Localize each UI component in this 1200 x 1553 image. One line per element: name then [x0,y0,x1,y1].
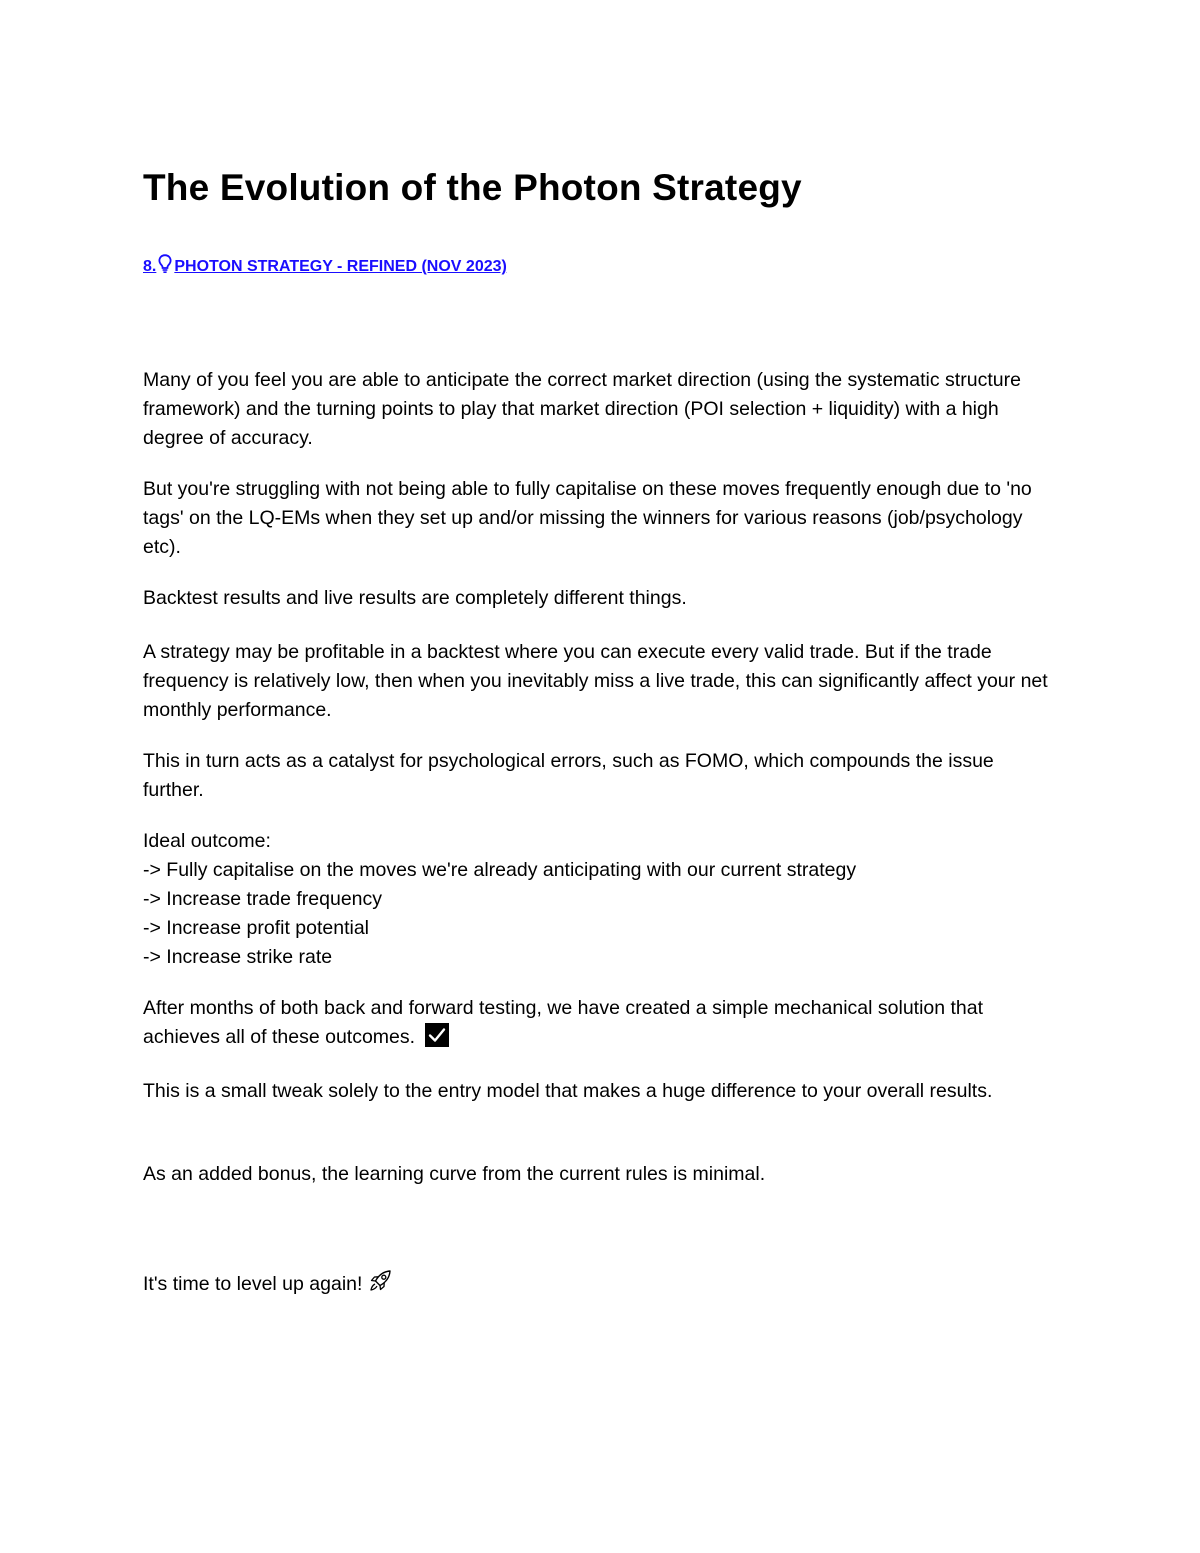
check-mark-icon [425,1023,449,1047]
paragraph-added-bonus: As an added bonus, the learning curve from the current rules is minimal. [143,1163,766,1185]
lightbulb-icon [158,254,172,281]
paragraph-level-up-text: It's time to level up again! [143,1273,363,1295]
paragraph-level-up [143,1267,1053,1304]
list-item: -> Fully capitalise on the moves we're already anticipating with our current strategy [143,859,857,881]
ideal-outcome-block [143,827,1053,972]
paragraph-catalyst: This in turn acts as a catalyst for psychological errors, such as FOMO, which compounds the issue further. [143,750,994,801]
rocket-icon [366,1267,394,1304]
paragraph-backtest: Backtest results and live results are completely different things. [143,587,687,609]
list-item: -> Increase trade frequency [143,888,383,910]
paragraph-struggling: But you're struggling with not being able to fully capitalise on these moves frequently enough due to 'no tags' on the LQ-EMs when they set up and/or missing the winners for various reasons (job/psychology etc). [143,478,1032,558]
link-text: PHOTON STRATEGY - REFINED (NOV 2023) [174,258,507,275]
paragraph-months-testing-text: After months of both back and forward testing, we have created a simple mechanical solution that achieves all of these outcomes. [143,997,984,1048]
photon-strategy-refined-link[interactable] [143,254,507,281]
paragraph-strategy-profitable: A strategy may be profitable in a backtest where you can execute every valid trade. But if the trade frequency is relatively low, then when you inevitably miss a live trade, this can significantly affect your net monthly performance. [143,641,1048,721]
paragraph-small-tweak: This is a small tweak solely to the entry model that makes a huge difference to your overall results. [143,1080,993,1102]
page-title: The Evolution of the Photon Strategy [143,167,802,208]
link-prefix: 8. [143,258,157,275]
paragraph-anticipate: Many of you feel you are able to anticipate the correct market direction (using the systematic structure framework) and the turning points to play that market direction (POI selection + liquidity) with a high degree of accuracy. [143,369,1021,449]
ideal-outcome-heading: Ideal outcome: [143,830,271,852]
list-item: -> Increase strike rate [143,946,333,968]
list-item: -> Increase profit potential [143,917,370,939]
paragraph-months-testing [143,994,1053,1052]
